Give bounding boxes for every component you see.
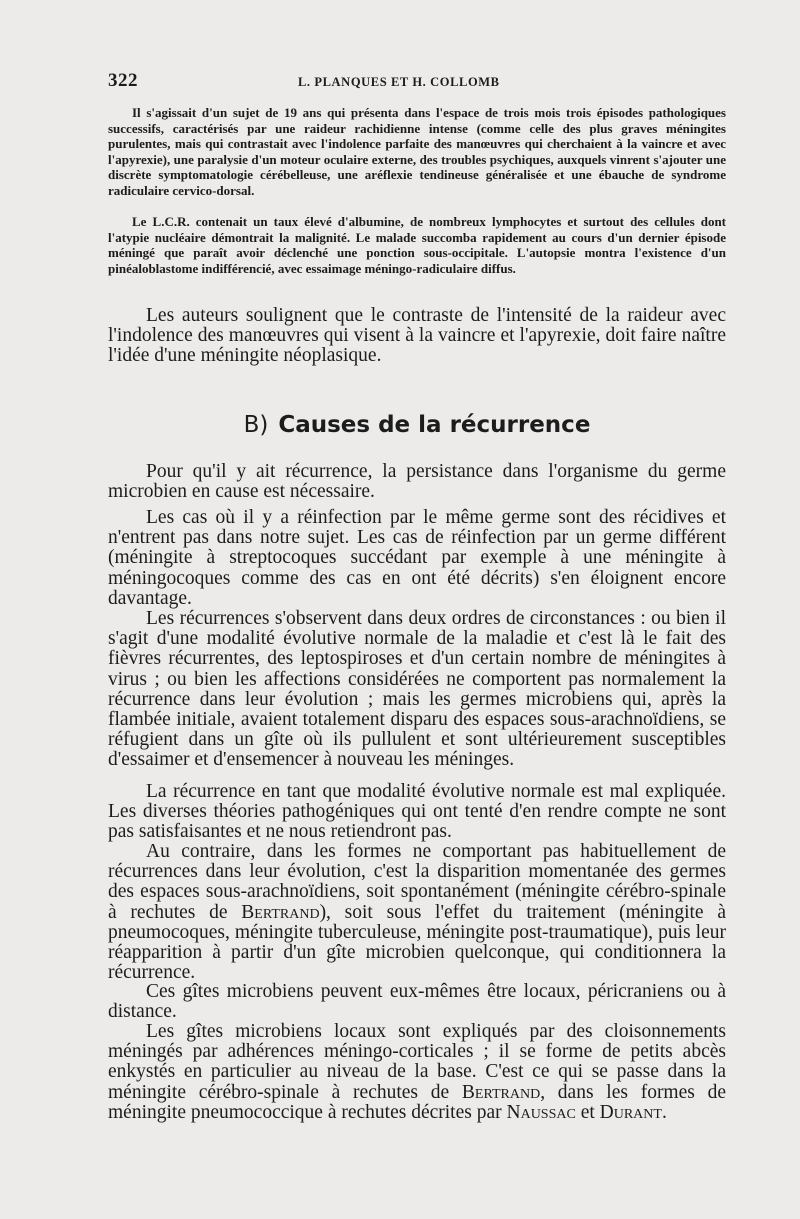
text-run: Les gîtes microbiens locaux sont expliqués par des cloisonnements méningés par adhérences méningo-corticales ; il se forme de petits abcès enkystés en particulier au niveau de la base. C'est ce qui se passe dans la méningite cérébro-spinale à rechutes de xyxy=(108,1021,726,1103)
text-run: ), soit sous l'effet du traitement (méningite à pneumocoques, méningite tuberculeuse, méningite post-traumatique), puis leur réapparition à partir d'un gîte microbien quelconque, qui conditionnera la récurrence. xyxy=(108,901,726,984)
body-paragraph: Les cas où il y a réinfection par le même germe sont des récidives et n'entrent pas dans notre sujet. Les cas de réinfection par un germe différent (méningite à streptocoques succédant par exemple à une méningite à méningocoques comme des cas en ont été décrits) s'en éloignent encore davantage. xyxy=(108,507,726,609)
author-name: Naussac xyxy=(506,1101,576,1123)
section-title: Causes de la récurrence xyxy=(278,412,591,438)
body-paragraph: Ces gîtes microbiens peuvent eux-mêmes être locaux, péricraniens ou à distance. xyxy=(108,981,726,1023)
page-header xyxy=(108,70,728,94)
text-run: et xyxy=(575,1101,600,1123)
section-letter: B) xyxy=(243,412,269,438)
conclusion-block xyxy=(108,306,726,367)
body-paragraph: Pour qu'il y ait récurrence, la persistance dans l'organisme du germe microbien en cause est nécessaire. xyxy=(108,461,726,503)
section-heading xyxy=(108,412,726,438)
author-name: Bertrand xyxy=(241,901,320,923)
case-report-paragraph: Il s'agissait d'un sujet de 19 ans qui présenta dans l'espace de trois mois trois épisodes pathologiques successifs, caractérisés par une raideur rachidienne intense (comme celle des plus graves méningites purulentes, mais qui contrastait avec l'indolence parfaite des manœuvres qui cherchaient à la vaincre et avec l'apyrexie), une paralysie d'un moteur oculaire externe, des troubles psychiques, auxquels vinrent s'ajouter une discrète symptomatologie cérébelleuse, une aréflexie tendineuse généralisée et une ébauche de syndrome radiculaire cervico-dorsal. xyxy=(108,105,726,198)
body-paragraph xyxy=(108,1022,726,1123)
body-paragraph: Les récurrences s'observent dans deux ordres de circonstances : ou bien il s'agit d'une modalité évolutive normale de la maladie et c'est là le fait des fièvres récurrentes, des leptospiroses et d'un certain nombre de méningites à virus ; ou bien les affections considérées ne comportent pas normalement la récurrence dans leur évolution ; mais les germes microbiens qui, après la flambée initiale, avaient totalement disparu des espaces sous-arachnoïdiens, se réfugient dans un gîte où ils pullulent et sont ultérieurement susceptibles d'essaimer et d'ensemencer à nouveau les méninges. xyxy=(108,608,726,771)
text-run: . xyxy=(661,1101,667,1123)
body-paragraph: La récurrence en tant que modalité évolutive normale est mal expliquée. Les diverses théories pathogéniques qui ont tenté d'en rendre compte ne sont pas satisfaisantes et ne nous retiendront pas. xyxy=(108,781,726,843)
paragraph-block xyxy=(108,1022,726,1123)
body-paragraph xyxy=(108,842,726,983)
paragraph-block xyxy=(108,782,726,843)
paragraph-block xyxy=(108,982,726,1022)
paragraph-block xyxy=(108,462,726,502)
conclusion-paragraph: Les auteurs soulignent que le contraste de l'intensité de la raideur avec l'indolence des manœuvres qui visent à la vaincre et l'apyrexie, doit faire naître l'idée d'une méningite néoplasique. xyxy=(108,305,726,367)
case-report-block-2 xyxy=(108,214,726,276)
paragraph-block xyxy=(108,609,726,771)
running-head: L. PLANQUES ET H. COLLOMB xyxy=(298,75,500,89)
author-name: Bertrand xyxy=(461,1081,541,1103)
paragraph-block xyxy=(108,842,726,983)
text-run: , dans les formes de méningite pneumococcique à rechutes décrites par xyxy=(108,1081,726,1123)
case-report-block-1 xyxy=(108,105,726,199)
paragraph-block xyxy=(108,508,726,609)
author-name: Durant xyxy=(599,1101,662,1123)
text-run: Au contraire, dans les formes ne comportant pas habituellement de récurrences dans leur évolution, c'est la disparition momentanée des germes des espaces sous-arachnoïdiens, soit spontanément (méningite cérébro-spinale à rechutes de xyxy=(108,841,726,923)
page-number: 322 xyxy=(108,70,138,91)
case-report-paragraph: Le L.C.R. contenait un taux élevé d'albumine, de nombreux lymphocytes et surtout des cellules dont l'atypie nucléaire démontrait la malignité. Le malade succomba rapidement au cours d'un dernier épisode méningé que paraît avoir déclenché une ponction sous-occipitale. L'autopsie montra l'existence d'un pinéaloblastome indifférencié, avec essaimage méningo-radiculaire diffus. xyxy=(108,214,726,276)
